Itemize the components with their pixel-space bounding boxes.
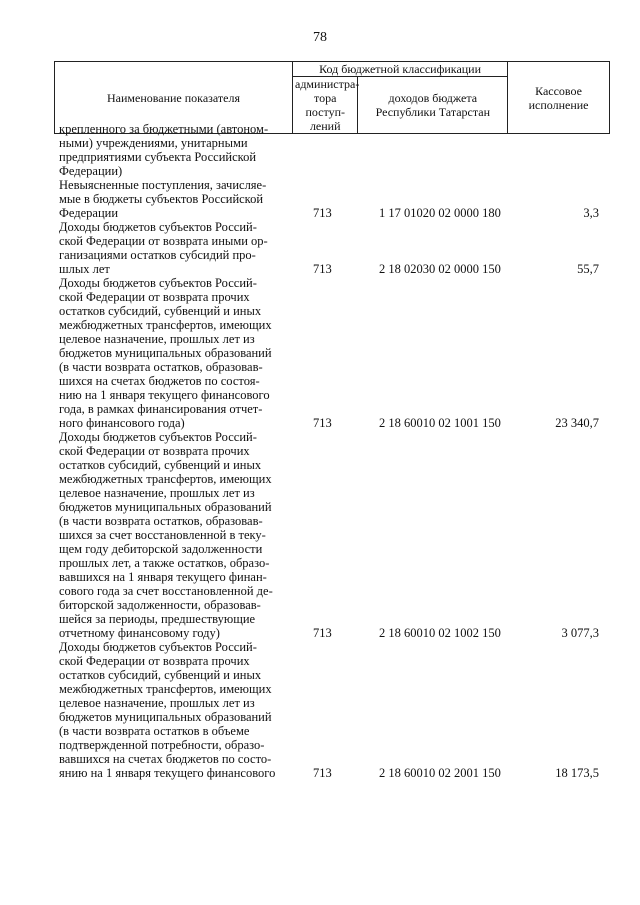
table-row xyxy=(59,220,599,276)
row-income-code: 2 18 60010 02 2001 150 xyxy=(379,766,501,780)
header-income: доходов бюджета Республики Татарстан xyxy=(358,77,508,134)
header-cash: Кассовое исполнение xyxy=(508,62,610,134)
row-cash-amount: 23 340,7 xyxy=(555,416,599,430)
header-admin: администра- тора поступ- лений xyxy=(293,77,358,134)
row-cash-amount: 3 077,3 xyxy=(561,626,599,640)
table-body xyxy=(59,122,599,780)
table-row xyxy=(59,276,599,430)
table-row xyxy=(59,430,599,640)
table-row xyxy=(59,178,599,220)
row-admin-code: 713 xyxy=(313,766,332,780)
row-admin-code: 713 xyxy=(313,262,332,276)
row-description: Невыясненные поступления, зачисляе- мые в бюджеты субъектов Российской Федерации xyxy=(59,178,267,220)
table-row xyxy=(59,640,599,780)
row-income-code: 1 17 01020 02 0000 180 xyxy=(379,206,501,220)
header-name: Наименование показателя xyxy=(55,62,293,134)
table-row xyxy=(59,122,599,178)
row-cash-amount: 3,3 xyxy=(583,206,599,220)
row-description: Доходы бюджетов субъектов Россий- ской Федерации от возврата прочих остатков субсидий, субвенций и иных межбюджетных трансфертов, имеющих целевое назначение, прошлых лет из бюджетов муниципальных образований (в части возврата остатков в объеме подтвержденной потребности, образо- вавшихся на счетах бюджетов по состо- янию на 1 января текущего финансового xyxy=(59,640,276,780)
row-income-code: 2 18 02030 02 0000 150 xyxy=(379,262,501,276)
row-cash-amount: 55,7 xyxy=(577,262,599,276)
row-description: Доходы бюджетов субъектов Россий- ской Федерации от возврата прочих остатков субсидий, субвенций и иных межбюджетных трансфертов, имеющих целевое назначение, прошлых лет из бюджетов муниципальных образований (в части возврата остатков, образовав- шихся на счетах бюджетов по состоя- нию на 1 января текущего финансового года, в рамках финансирования отчет- ного финансового года) xyxy=(59,276,272,430)
row-income-code: 2 18 60010 02 1002 150 xyxy=(379,626,501,640)
row-income-code: 2 18 60010 02 1001 150 xyxy=(379,416,501,430)
row-description: крепленного за бюджетными (автоном- ными) учреждениями, унитарными предприятиями субъекта Российской Федерации) xyxy=(59,122,269,178)
row-admin-code: 713 xyxy=(313,206,332,220)
header-code-group: Код бюджетной классификации xyxy=(293,62,508,77)
row-admin-code: 713 xyxy=(313,416,332,430)
page-number: 78 xyxy=(313,30,327,45)
row-admin-code: 713 xyxy=(313,626,332,640)
row-description: Доходы бюджетов субъектов Россий- ской Федерации от возврата иными ор- ганизациями остатков субсидий про- шлых лет xyxy=(59,220,268,276)
row-cash-amount: 18 173,5 xyxy=(555,766,599,780)
row-description: Доходы бюджетов субъектов Россий- ской Федерации от возврата прочих остатков субсидий, субвенций и иных межбюджетных трансфертов, имеющих целевое назначение, прошлых лет из бюджетов муниципальных образований (в части возврата остатков, образовав- шихся за счет восстановленной в теку- щем году дебиторской задолженности прошлых лет, а также остатков, образо- вавшихся на 1 января текущего финан- сового года за счет восстановленной де- биторской задолженности, образовав- шейся за периоды, предшествующие отчетному финансовому году) xyxy=(59,430,273,640)
